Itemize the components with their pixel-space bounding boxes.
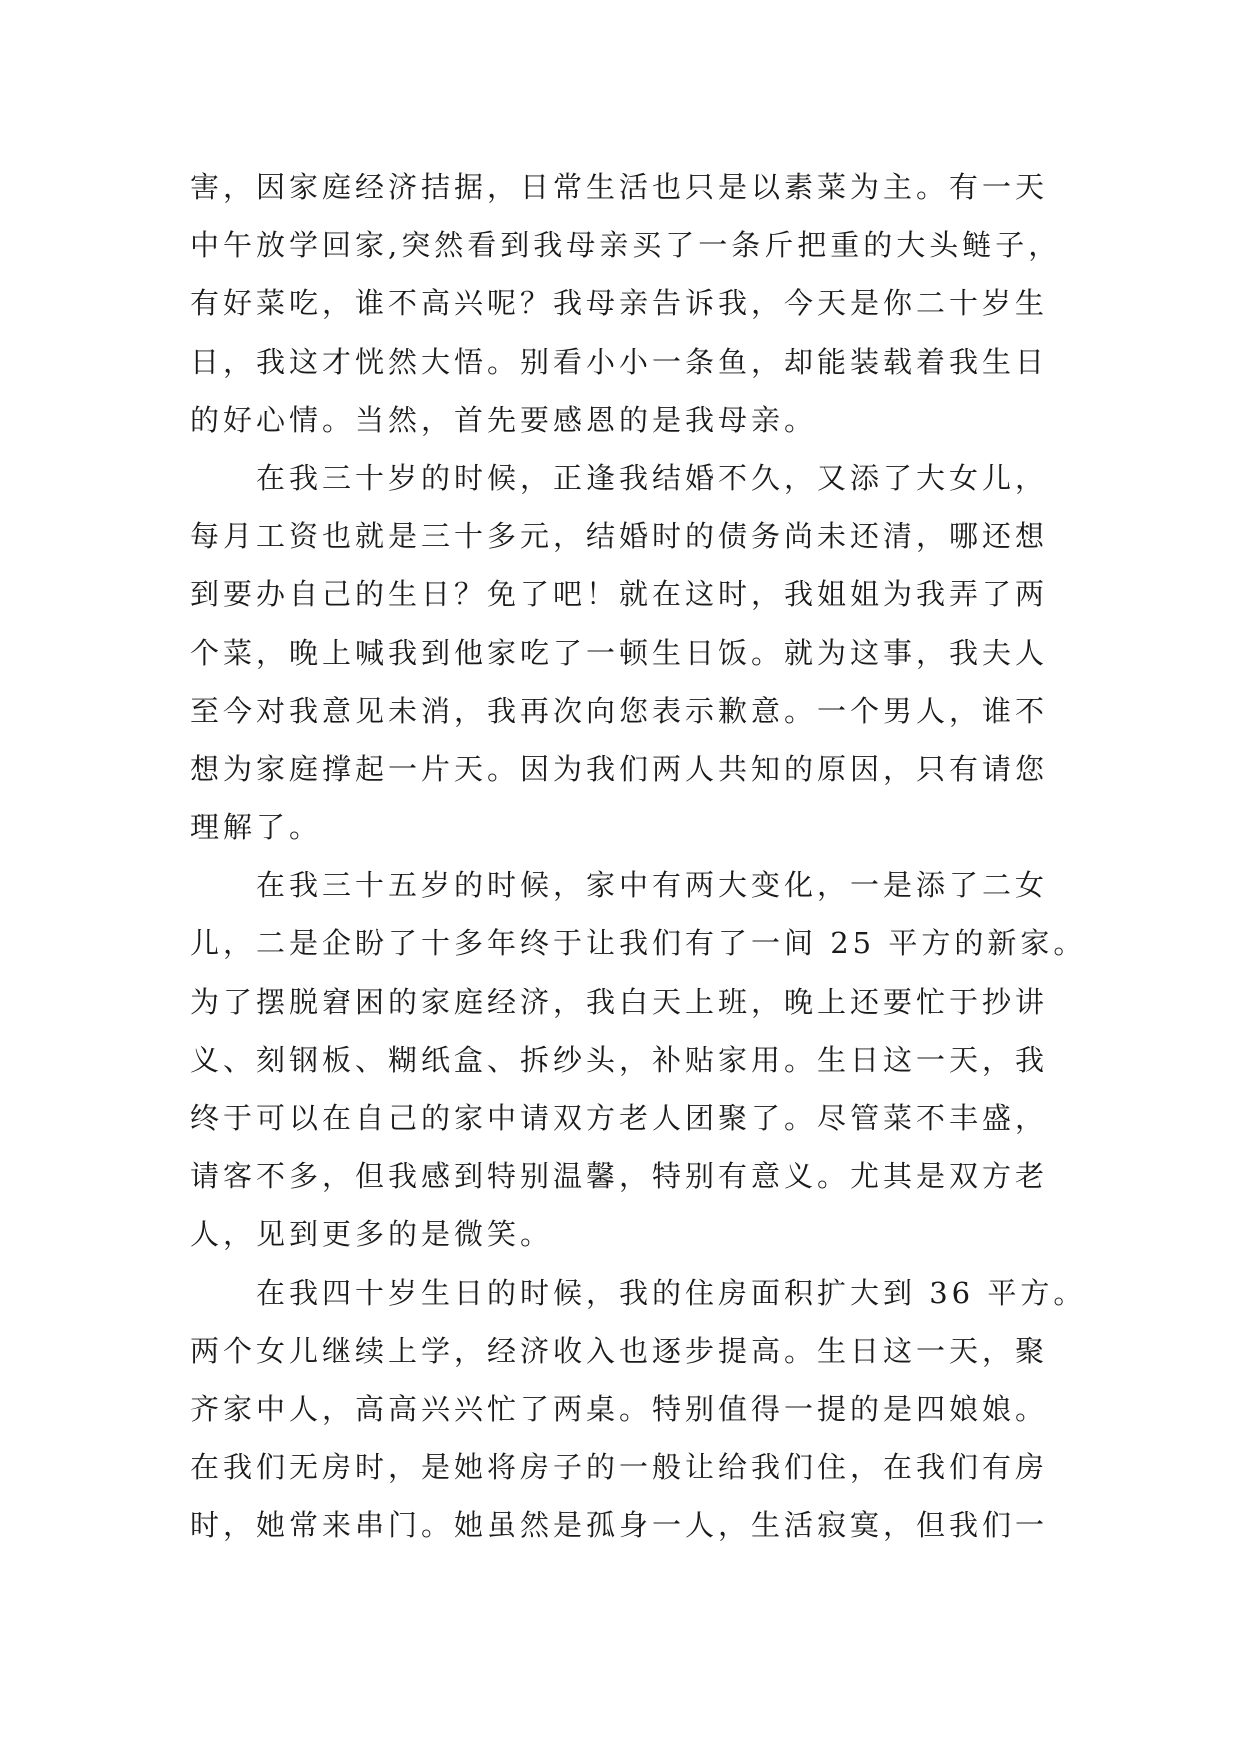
text-line: 终于可以在自己的家中请双方老人团聚了。尽管菜不丰盛， xyxy=(190,1101,1049,1135)
paragraph xyxy=(190,856,1087,1263)
text-line: 两个女儿继续上学，经济收入也逐步提高。生日这一天，聚 xyxy=(190,1333,1049,1368)
paragraph xyxy=(190,1264,1087,1555)
text-line: 每月工资也就是三十多元，结婚时的债务尚未还清，哪还想 xyxy=(190,519,1049,554)
text-line: 在我四十岁生日的时候，我的住房面积扩大到 36 平方。 xyxy=(256,1275,1087,1310)
document-page xyxy=(190,158,1087,1555)
text-line: 想为家庭撑起一片天。因为我们两人共知的原因，只有请您 xyxy=(190,751,1049,786)
text-line: 在我们无房时，是她将房子的一般让给我们住，在我们有房 xyxy=(190,1450,1049,1485)
text-line: 为了摆脱窘困的家庭经济，我白天上班，晚上还要忙于抄讲 xyxy=(190,984,1049,1019)
text-line: 有好菜吃，谁不高兴呢？我母亲告诉我，今天是你二十岁生 xyxy=(190,286,1049,321)
text-line: 至今对我意见未消，我再次向您表示歉意。一个男人，谁不 xyxy=(190,693,1049,728)
paragraph xyxy=(190,158,1070,449)
text-line: 人，见到更多的是微笑。 xyxy=(190,1217,554,1252)
text-line: 害，因家庭经济拮据，日常生活也只是以素菜为主。有一天 xyxy=(190,170,1049,204)
text-line: 到要办自己的生日？免了吧！就在这时，我姐姐为我弄了两 xyxy=(190,577,1049,612)
text-line: 个菜，晚上喊我到他家吃了一顿生日饭。就为这事，我夫人 xyxy=(190,635,1049,670)
text-line: 理解了。 xyxy=(190,810,323,845)
text-line: 义、刻钢板、糊纸盒、拆纱头，补贴家用。生日这一天，我 xyxy=(190,1042,1049,1077)
text-line: 请客不多，但我感到特别温馨，特别有意义。尤其是双方老 xyxy=(190,1159,1049,1194)
text-line: 日，我这才恍然大悟。别看小小一条鱼，却能装载着我生日 xyxy=(190,344,1049,379)
text-line: 在我三十五岁的时候，家中有两大变化，一是添了二女 xyxy=(256,868,1049,903)
text-line: 中午放学回家,突然看到我母亲买了一条斤把重的大头鲢子， xyxy=(190,228,1062,263)
text-line: 儿，二是企盼了十多年终于让我们有了一间 25 平方的新家。 xyxy=(190,926,1087,961)
text-line: 的好心情。当然，首先要感恩的是我母亲。 xyxy=(190,402,818,437)
paragraph xyxy=(190,449,1070,856)
text-line: 时，她常来串门。她虽然是孤身一人，生活寂寞，但我们一 xyxy=(190,1508,1049,1543)
text-line: 在我三十岁的时候，正逢我结婚不久，又添了大女儿， xyxy=(256,460,1049,495)
text-line: 齐家中人，高高兴兴忙了两桌。特别值得一提的是四娘娘。 xyxy=(190,1391,1049,1426)
